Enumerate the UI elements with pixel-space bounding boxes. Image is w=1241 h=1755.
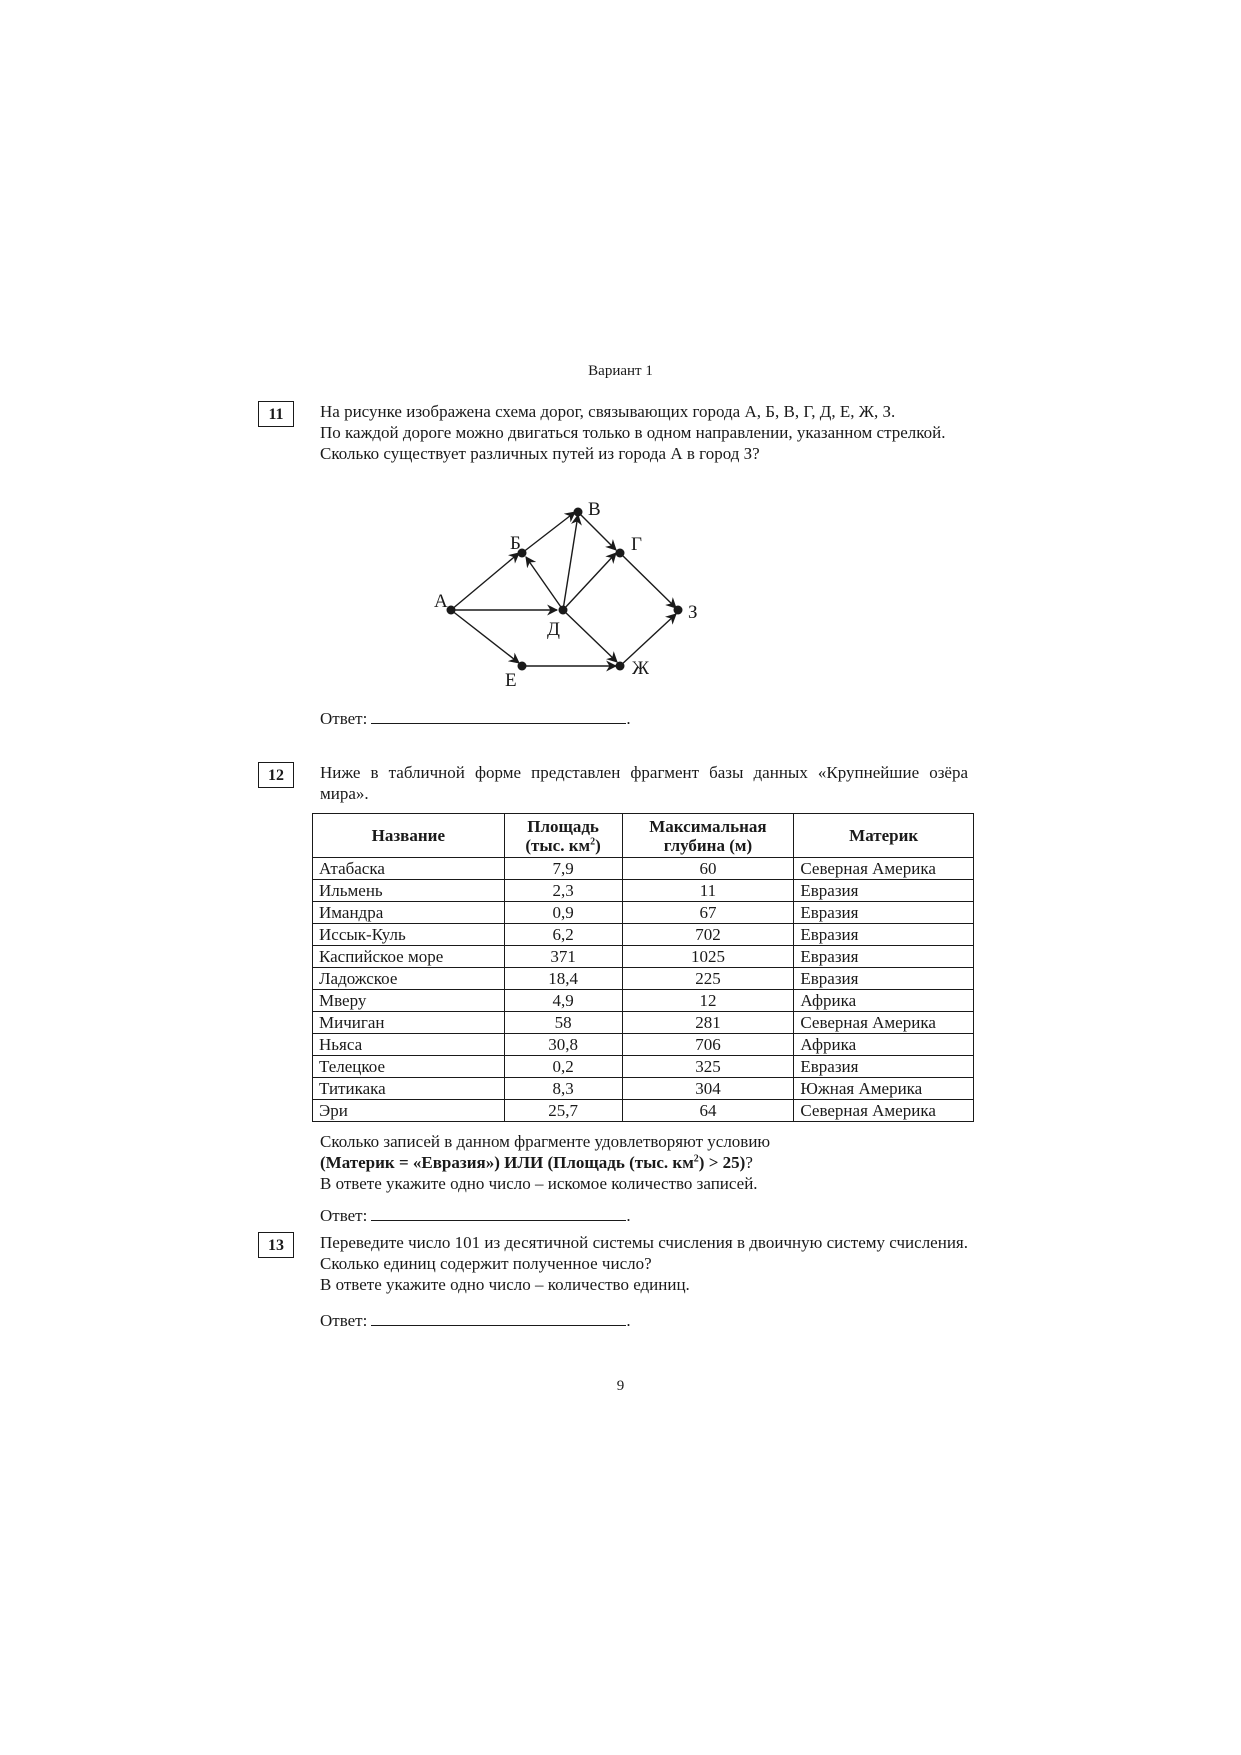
label-e: Е: [505, 670, 517, 691]
cell-depth: 702: [622, 924, 794, 946]
edge-a-e: [451, 610, 519, 663]
cell-depth: 64: [622, 1100, 794, 1122]
page-number: 9: [616, 1378, 625, 1394]
edge-d-zh: [563, 610, 617, 662]
node-e: [518, 662, 527, 671]
cell-depth: 325: [622, 1056, 794, 1078]
cell-continent: Евразия: [794, 946, 974, 968]
label-a: А: [434, 591, 448, 612]
header-continent: Материк: [794, 814, 974, 858]
cell-name: Ньяса: [313, 1034, 505, 1056]
question-11-line-3: Сколько существует различных путей из города А в город З?: [320, 444, 760, 463]
cell-name: Телецкое: [313, 1056, 505, 1078]
answer-blank[interactable]: [371, 1311, 626, 1326]
cell-name: Ладожское: [313, 968, 505, 990]
node-zh: [616, 662, 625, 671]
edge-b-v: [522, 512, 575, 553]
cell-area: 6,2: [504, 924, 622, 946]
question-12-question: Сколько записей в данном фрагменте удовлетворяют условию: [320, 1132, 771, 1151]
page-header: Вариант 1: [588, 363, 653, 379]
table-row: [313, 858, 974, 880]
cell-area: 2,3: [504, 880, 622, 902]
cell-name: Титикака: [313, 1078, 505, 1100]
cell-continent: Северная Америка: [794, 858, 974, 880]
cell-continent: Евразия: [794, 880, 974, 902]
cell-continent: Евразия: [794, 924, 974, 946]
answer-blank[interactable]: [371, 709, 626, 724]
table-row: [313, 1012, 974, 1034]
table-row: [313, 968, 974, 990]
answer-blank[interactable]: [371, 1206, 626, 1221]
question-12-instruction: В ответе укажите одно число – искомое количество записей.: [320, 1174, 758, 1193]
node-g: [616, 549, 625, 558]
label-zh: Ж: [632, 658, 650, 679]
answer-line-12[interactable]: Ответ: .: [320, 1206, 631, 1225]
cell-continent: Евразия: [794, 902, 974, 924]
cell-depth: 11: [622, 880, 794, 902]
cell-depth: 12: [622, 990, 794, 1012]
cell-name: Иссык-Куль: [313, 924, 505, 946]
table-row: [313, 1100, 974, 1122]
condition-part-1: (Материк = «Евразия») ИЛИ (Площадь (тыс. км: [320, 1153, 694, 1172]
table-row: [313, 924, 974, 946]
cell-area: 30,8: [504, 1034, 622, 1056]
cell-continent: Евразия: [794, 968, 974, 990]
node-z: [674, 606, 683, 615]
question-13-body: Переведите число 101 из десятичной системы счисления в двоичную систему счисления. Сколько единиц содержит полученное число?: [320, 1233, 968, 1273]
cell-area: 0,9: [504, 902, 622, 924]
edge-a-b: [451, 553, 519, 610]
question-number-13: 13: [258, 1232, 294, 1258]
cell-name: Каспийское море: [313, 946, 505, 968]
cell-name: Ильмень: [313, 880, 505, 902]
edge-d-b: [526, 557, 563, 610]
header-name: Название: [313, 814, 505, 858]
node-v: [574, 508, 583, 517]
cell-continent: Африка: [794, 990, 974, 1012]
cell-area: 4,9: [504, 990, 622, 1012]
condition-end: ?: [745, 1153, 753, 1172]
cell-area: 25,7: [504, 1100, 622, 1122]
header-depth: [622, 814, 794, 858]
cell-continent: Северная Америка: [794, 1100, 974, 1122]
header-area: [504, 814, 622, 858]
cell-depth: 304: [622, 1078, 794, 1100]
lakes-table: [312, 813, 974, 1122]
table-row: [313, 902, 974, 924]
question-number-11: 11: [258, 401, 294, 427]
cell-area: 371: [504, 946, 622, 968]
label-b: Б: [510, 533, 521, 554]
header-area-close: ): [595, 835, 601, 855]
cell-name: Мичиган: [313, 1012, 505, 1034]
label-d: Д: [547, 619, 560, 640]
header-depth-line1: Максимальная: [649, 816, 767, 836]
label-g: Г: [631, 534, 642, 555]
question-13-text: [320, 1232, 968, 1295]
question-11-line-1: На рисунке изображена схема дорог, связывающих города А, Б, В, Г, Д, Е, Ж, З.: [320, 402, 896, 421]
answer-label: Ответ:: [320, 709, 368, 728]
answer-label: Ответ:: [320, 1206, 368, 1225]
cell-area: 8,3: [504, 1078, 622, 1100]
cell-depth: 225: [622, 968, 794, 990]
cell-depth: 706: [622, 1034, 794, 1056]
question-13-instruction: В ответе укажите одно число – количество единиц.: [320, 1275, 690, 1294]
cell-depth: 1025: [622, 946, 794, 968]
cell-area: 0,2: [504, 1056, 622, 1078]
table-row: [313, 1056, 974, 1078]
answer-line-13[interactable]: Ответ: .: [320, 1311, 631, 1330]
cell-area: 18,4: [504, 968, 622, 990]
cell-continent: Южная Америка: [794, 1078, 974, 1100]
question-12-intro: Ниже в табличной форме представлен фрагмент базы данных «Крупнейшие озёра мира».: [320, 763, 968, 803]
label-z: З: [688, 602, 698, 623]
header-depth-line2: глубина (м): [663, 835, 753, 855]
table-row: [313, 990, 974, 1012]
question-11-line-2: По каждой дороге можно двигаться только в одном направлении, указанном стрелкой.: [320, 423, 946, 442]
cell-name: Мверу: [313, 990, 505, 1012]
answer-line-11[interactable]: Ответ: .: [320, 709, 631, 728]
question-12-body: [320, 1131, 980, 1194]
answer-label: Ответ:: [320, 1311, 368, 1330]
edge-g-z: [620, 553, 676, 608]
label-v: В: [588, 499, 601, 520]
table-row: [313, 1034, 974, 1056]
header-area-line2: (тыс. км: [525, 835, 591, 855]
cell-continent: Евразия: [794, 1056, 974, 1078]
cell-continent: Африка: [794, 1034, 974, 1056]
cell-area: 58: [504, 1012, 622, 1034]
cell-area: 7,9: [504, 858, 622, 880]
table-row: [313, 880, 974, 902]
header-area-line1: Площадь: [527, 816, 599, 836]
table-header-row: [313, 814, 974, 858]
header-area-sup: 2: [590, 835, 596, 847]
node-d: [559, 606, 568, 615]
cell-depth: 60: [622, 858, 794, 880]
cell-depth: 67: [622, 902, 794, 924]
cell-name: Эри: [313, 1100, 505, 1122]
table-row: [313, 1078, 974, 1100]
cell-depth: 281: [622, 1012, 794, 1034]
question-number-12: 12: [258, 762, 294, 788]
condition-part-2: ) > 25): [698, 1153, 746, 1172]
cell-name: Имандра: [313, 902, 505, 924]
node-a: [447, 606, 456, 615]
table-row: [313, 946, 974, 968]
condition-sup: 2: [693, 1153, 699, 1165]
cell-continent: Северная Америка: [794, 1012, 974, 1034]
question-12-condition: [320, 1152, 980, 1173]
cell-name: Атабаска: [313, 858, 505, 880]
